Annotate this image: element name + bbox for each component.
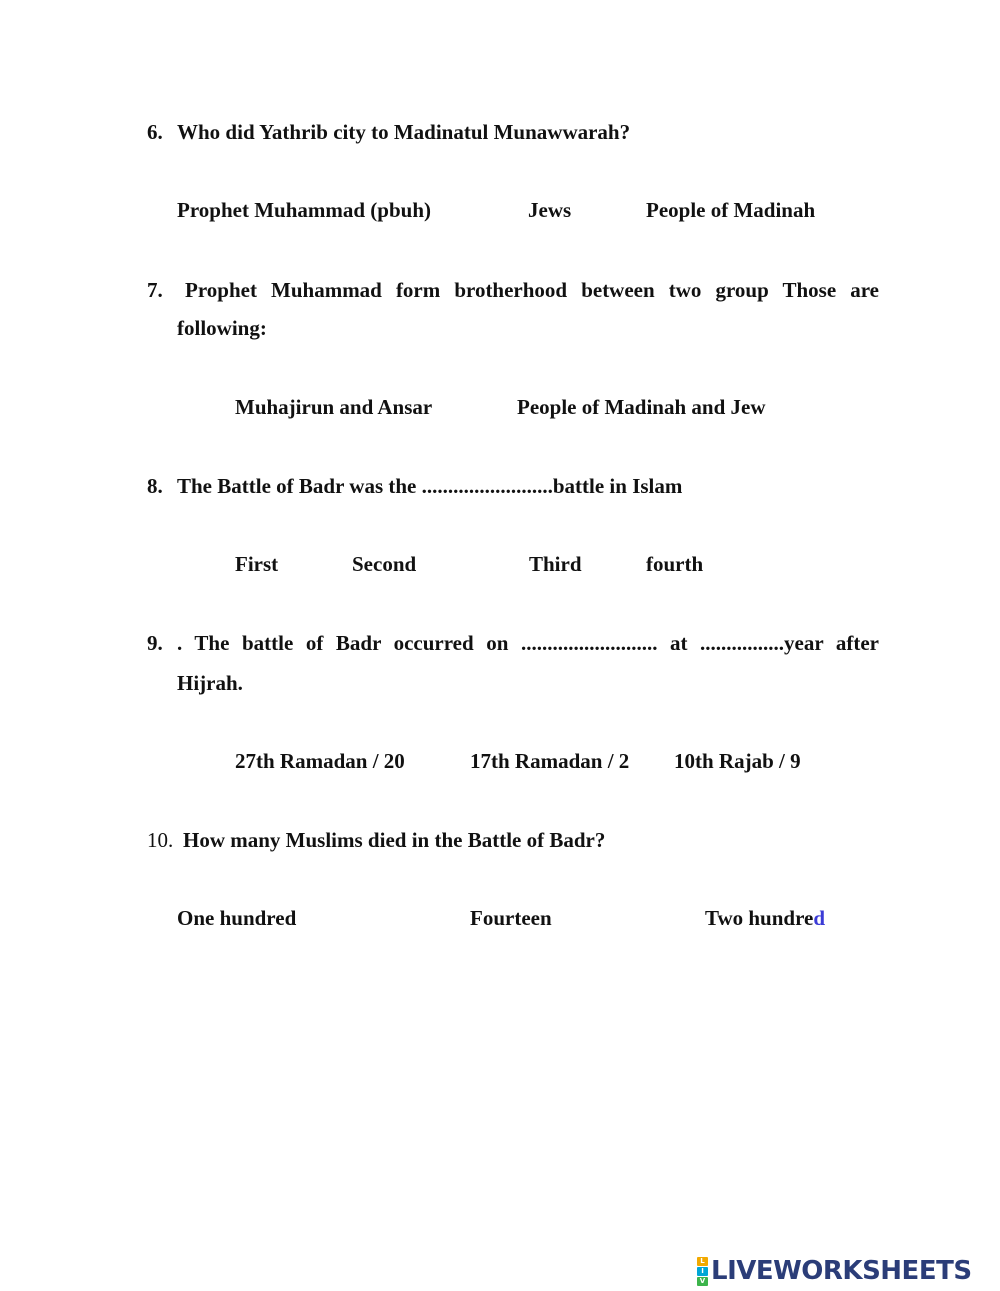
logo-square-i: I <box>697 1267 708 1276</box>
question-7-option-2[interactable]: People of Madinah and Jew <box>517 395 766 419</box>
question-9-text-line-2: Hijrah. <box>177 671 243 695</box>
question-6-text: Who did Yathrib city to Madinatul Munawwarah? <box>177 120 631 144</box>
question-9-option-1[interactable]: 27th Ramadan / 20 <box>235 749 405 773</box>
question-10-text: How many Muslims died in the Battle of Badr? <box>183 828 606 852</box>
question-7-text-line-2: following: <box>177 316 267 340</box>
logo-squares-icon <box>697 1257 708 1286</box>
question-10-option-2[interactable]: Fourteen <box>470 906 552 930</box>
question-10-option-3[interactable] <box>705 905 825 931</box>
question-9-text-line-1: . The battle of Badr occurred on .......................... at ................year after <box>177 631 879 655</box>
question-10-option-1[interactable]: One hundred <box>177 906 297 930</box>
question-9-option-2[interactable]: 17th Ramadan / 2 <box>470 749 630 773</box>
question-6-number: 6. <box>147 120 163 144</box>
logo-text: LIVEWORKSHEETS <box>711 1256 972 1286</box>
question-6-option-2[interactable]: Jews <box>528 198 572 222</box>
question-10-option-3-tail: d <box>813 906 826 930</box>
question-6-option-3[interactable]: People of Madinah <box>646 198 816 222</box>
question-8-number: 8. <box>147 474 163 498</box>
question-7-option-1[interactable]: Muhajirun and Ansar <box>235 395 433 419</box>
question-8-text: The Battle of Badr was the .........................battle in Islam <box>177 474 683 498</box>
logo-square-l: L <box>697 1257 708 1266</box>
question-8-option-2[interactable]: Second <box>352 552 417 576</box>
question-9-option-3[interactable]: 10th Rajab / 9 <box>674 749 801 773</box>
logo-square-v: V <box>697 1277 708 1286</box>
question-10-option-3-main: Two hundre <box>705 906 814 930</box>
question-8-option-1[interactable]: First <box>235 552 279 576</box>
question-8-option-4[interactable]: fourth <box>646 552 704 576</box>
question-9-number: 9. <box>147 631 163 655</box>
liveworksheets-logo <box>697 1255 972 1287</box>
question-10-number: 10. <box>147 828 174 852</box>
question-7-number: 7. <box>147 278 163 302</box>
question-6-option-1[interactable]: Prophet Muhammad (pbuh) <box>177 198 431 222</box>
question-7-text-line-1: Prophet Muhammad form brotherhood between two group Those are <box>185 278 879 302</box>
question-8-option-3[interactable]: Third <box>529 552 582 576</box>
